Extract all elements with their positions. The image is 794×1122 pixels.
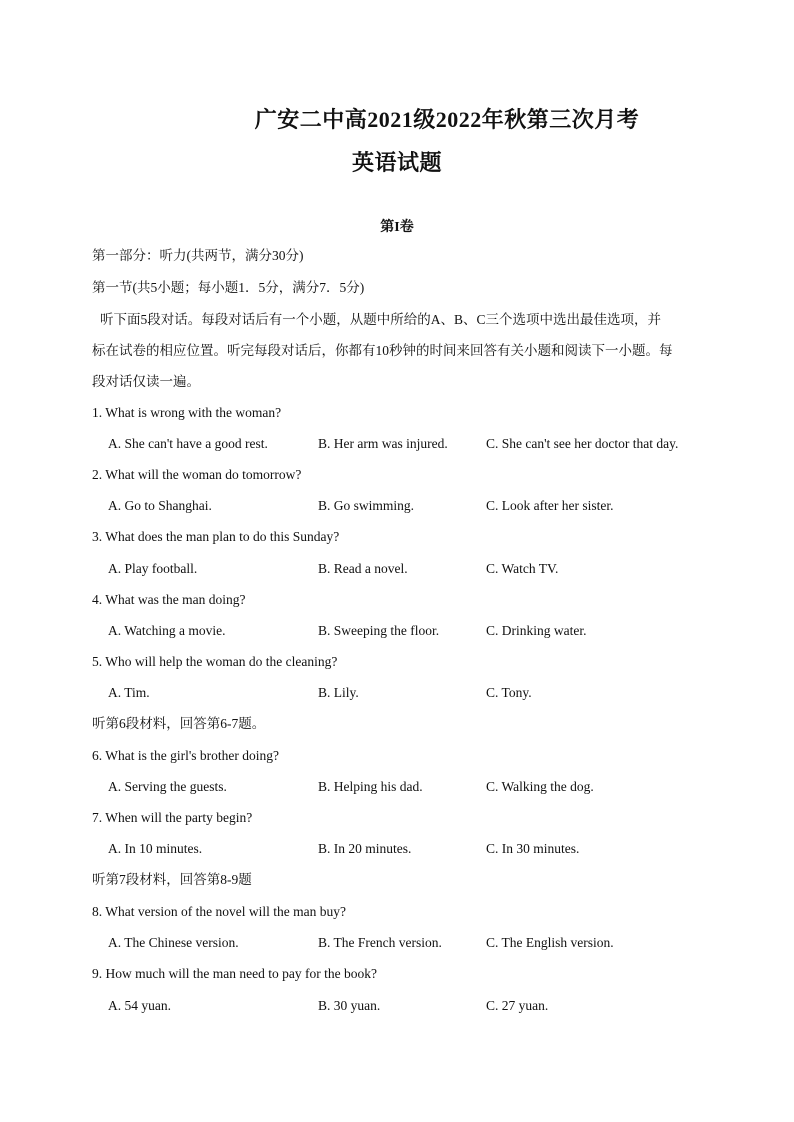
option-c: C. She can't see her doctor that day.: [486, 436, 679, 451]
option-a: A. Go to Shanghai.: [108, 498, 212, 513]
option-c: C. 27 yuan.: [486, 998, 549, 1013]
option-b: B. 30 yuan.: [318, 998, 381, 1013]
question-6: 6. What is the girl's brother doing?: [92, 748, 280, 763]
option-a: A. 54 yuan.: [108, 998, 171, 1013]
question-9: 9. How much will the man need to pay for the book?: [92, 966, 377, 981]
option-b: B. The French version.: [318, 935, 442, 950]
option-b: B. Go swimming.: [318, 498, 415, 513]
option-c: C. In 30 minutes.: [486, 841, 580, 856]
option-a: A. She can't have a good rest.: [108, 436, 268, 451]
instructions-line-3: 段对话仅读一遍。: [92, 374, 200, 389]
part1-heading: 第一部分：听力(共两节，满分30分): [92, 248, 304, 263]
option-b: B. Read a novel.: [318, 561, 408, 576]
option-b: B. Sweeping the floor.: [318, 623, 440, 638]
option-a: A. In 10 minutes.: [108, 841, 203, 856]
option-b: B. Her arm was injured.: [318, 436, 448, 451]
option-c: C. Watch TV.: [486, 561, 559, 576]
question-4: 4. What was the man doing?: [92, 592, 246, 607]
part-label: 第I卷: [380, 220, 414, 235]
section1-heading: 第一节(共5小题；每小题1．5分，满分7．5分): [92, 280, 365, 295]
instructions-line-1: 听下面5段对话。每段对话后有一个小题，从题中所给的A、B、C三个选项中选出最佳选项，并: [100, 312, 662, 327]
option-c: C. Drinking water.: [486, 623, 587, 638]
question-1: 1. What is wrong with the woman?: [92, 405, 282, 420]
question-7: 7. When will the party begin?: [92, 810, 253, 825]
question-2: 2. What will the woman do tomorrow?: [92, 467, 302, 482]
option-a: A. Watching a movie.: [108, 623, 226, 638]
option-a: A. Serving the guests.: [108, 779, 227, 794]
option-b: B. In 20 minutes.: [318, 841, 412, 856]
option-a: A. The Chinese version.: [108, 935, 239, 950]
option-c: C. Walking the dog.: [486, 779, 594, 794]
option-c: C. Look after her sister.: [486, 498, 614, 513]
question-8: 8. What version of the novel will the man buy?: [92, 904, 346, 919]
note-q6-7: 听第6段材料，回答第6-7题。: [92, 716, 266, 731]
option-a: A. Play football.: [108, 561, 198, 576]
exam-subtitle: 英语试题: [351, 150, 442, 175]
note-q8-9: 听第7段材料，回答第8-9题: [92, 872, 252, 887]
question-3: 3. What does the man plan to do this Sunday?: [92, 529, 340, 544]
option-c: C. The English version.: [486, 935, 614, 950]
option-c: C. Tony.: [486, 685, 532, 700]
option-b: B. Helping his dad.: [318, 779, 423, 794]
instructions-line-2: 标在试卷的相应位置。听完每段对话后，你都有10秒钟的时间来回答有关小题和阅读下一小题。每: [92, 343, 673, 358]
question-5: 5. Who will help the woman do the cleaning?: [92, 654, 338, 669]
option-a: A. Tim.: [108, 685, 150, 700]
option-b: B. Lily.: [318, 685, 359, 700]
exam-title: 广安二中高2021级2022年秋第三次月考: [254, 107, 640, 132]
